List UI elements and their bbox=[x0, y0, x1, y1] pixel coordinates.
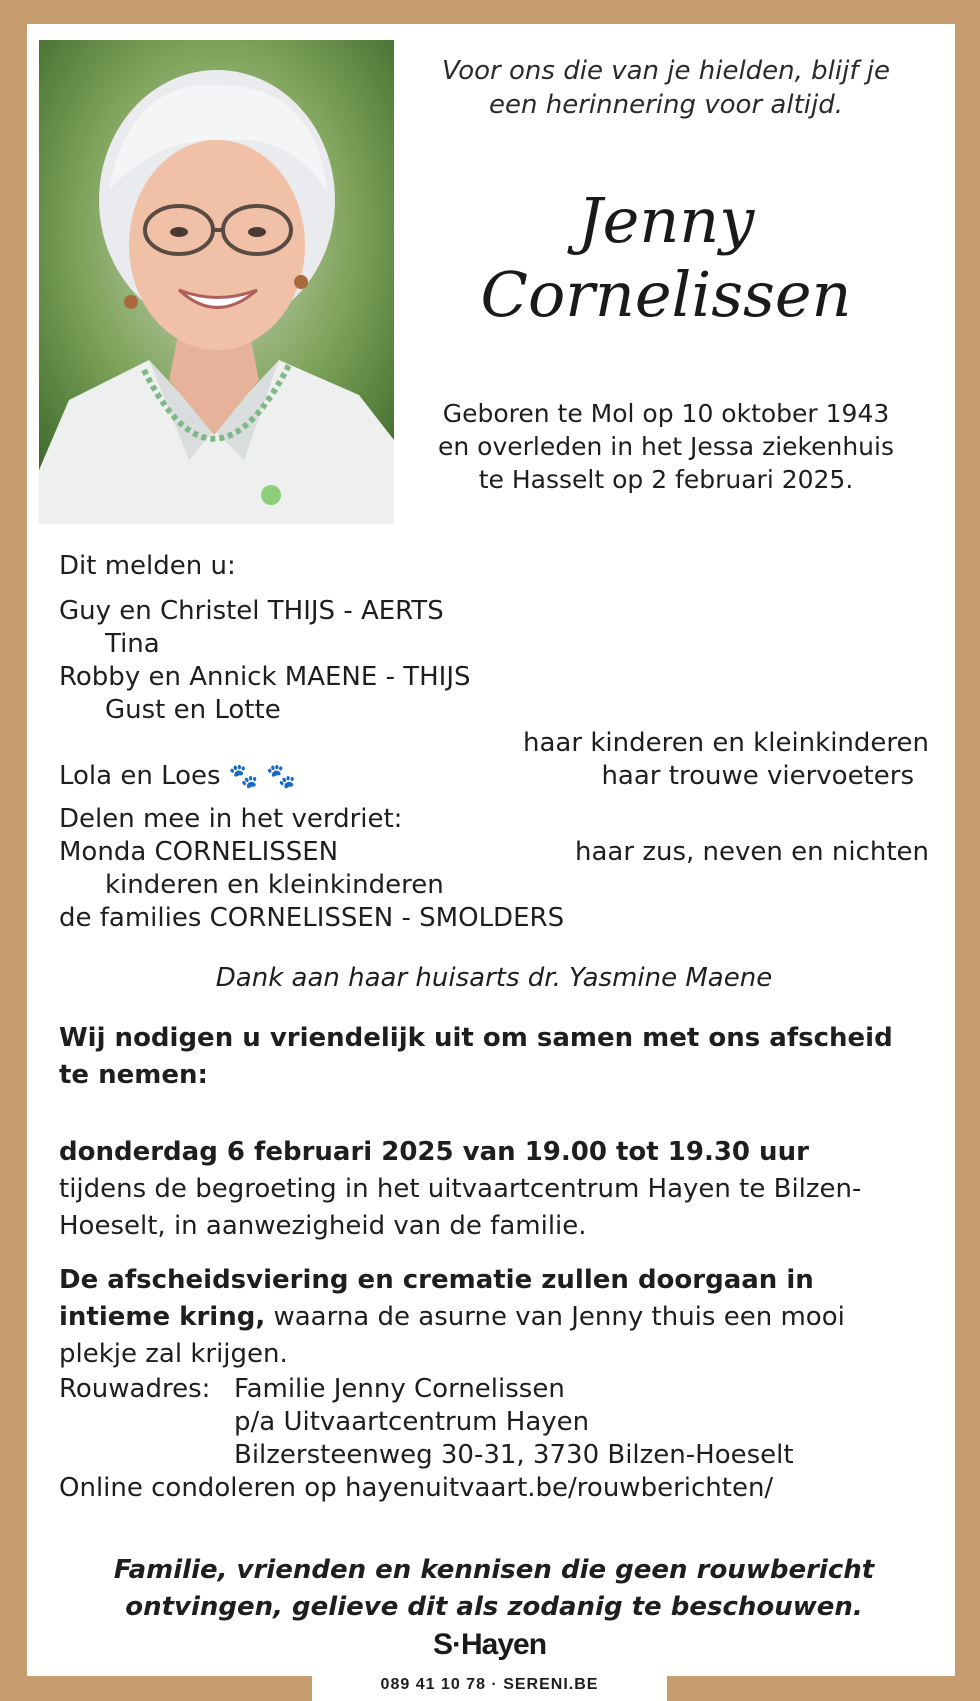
address-line-1: Familie Jenny Cornelissen bbox=[234, 1374, 565, 1404]
pets-row bbox=[59, 760, 929, 793]
address-row-1 bbox=[59, 1373, 929, 1406]
closing-line-2: ontvingen, gelieve dit als zodanig te beschouwen. bbox=[125, 1592, 863, 1622]
invite-text: Wij nodigen u vriendelijk uit om samen met ons afscheid te nemen: bbox=[59, 1023, 893, 1090]
birth-death-info bbox=[421, 397, 911, 496]
born-line-3: te Hasselt op 2 februari 2025. bbox=[478, 465, 854, 494]
online-condolence: Online condoleren op hayenuitvaart.be/rouwberichten/ bbox=[59, 1473, 774, 1503]
quote-line-2: een herinnering voor altijd. bbox=[489, 90, 843, 120]
quote-line-1: Voor ons die van je hielden, blijf je bbox=[441, 56, 890, 86]
ceremony-info bbox=[59, 1262, 929, 1373]
address-label: Rouwadres: bbox=[59, 1374, 211, 1404]
portrait-photo bbox=[39, 40, 394, 524]
closing-line-1: Familie, vrienden en kennisen die geen rouwbericht bbox=[113, 1555, 875, 1585]
family-1: Guy en Christel THIJS - AERTS bbox=[59, 596, 444, 626]
families-line: de families CORNELISSEN - SMOLDERS bbox=[59, 903, 565, 933]
pets-names: Lola en Loes bbox=[59, 761, 221, 791]
thanks-line: Dank aan haar huisarts dr. Yasmine Maene bbox=[215, 963, 773, 993]
family-2-child: Gust en Lotte bbox=[105, 695, 281, 725]
deceased-name bbox=[421, 184, 911, 332]
ceremony-rest: waarna de asurne van Jenny thuis een mooi plekje zal krijgen. bbox=[59, 1302, 845, 1369]
announcement-block bbox=[59, 550, 929, 935]
children-note-row bbox=[59, 727, 929, 760]
visitation-info bbox=[59, 1134, 929, 1245]
ceremony-bold: De afscheidsviering en crematie zullen doorgaan in intieme kring, bbox=[59, 1265, 814, 1332]
born-line-2: en overleden in het Jessa ziekenhuis bbox=[438, 432, 894, 461]
family-2: Robby en Annick MAENE - THIJS bbox=[59, 662, 471, 692]
last-name: Cornelissen bbox=[480, 258, 852, 331]
sister-row bbox=[59, 836, 929, 869]
born-line-1: Geboren te Mol op 10 oktober 1943 bbox=[442, 399, 890, 428]
first-name: Jenny bbox=[577, 184, 755, 257]
announce-intro: Dit melden u: bbox=[59, 551, 236, 581]
children-note: haar kinderen en kleinkinderen bbox=[523, 728, 929, 758]
sister-children: kinderen en kleinkinderen bbox=[105, 870, 444, 900]
visitation-details: tijdens de begroeting in het uitvaartcentrum Hayen te Bilzen-Hoeselt, in aanwezigheid van de familie. bbox=[59, 1174, 862, 1241]
portrait-illustration bbox=[39, 40, 394, 524]
obituary-card bbox=[27, 24, 955, 1676]
visitation-date: donderdag 6 februari 2025 van 19.00 tot 19.30 uur bbox=[59, 1137, 809, 1167]
address-line-3: Bilzersteenweg 30-31, 3730 Bilzen-Hoeselt bbox=[234, 1440, 794, 1470]
sister-name: Monda CORNELISSEN bbox=[59, 837, 339, 867]
pets-note: haar trouwe viervoeters bbox=[601, 761, 914, 791]
mourning-address bbox=[59, 1373, 929, 1505]
share-intro: Delen mee in het verdriet: bbox=[59, 804, 403, 834]
address-line-2: p/a Uitvaartcentrum Hayen bbox=[234, 1407, 590, 1437]
sister-note: haar zus, neven en nichten bbox=[575, 837, 929, 867]
family-1-child: Tina bbox=[105, 629, 160, 659]
closing-note bbox=[59, 1552, 929, 1626]
paw-print-icon: 🐾 🐾 bbox=[228, 762, 297, 790]
memorial-quote bbox=[421, 54, 911, 122]
hayen-logo: S·Hayen bbox=[432, 1628, 547, 1661]
footer-contact: 089 41 10 78 · SERENI.BE bbox=[380, 1676, 599, 1693]
